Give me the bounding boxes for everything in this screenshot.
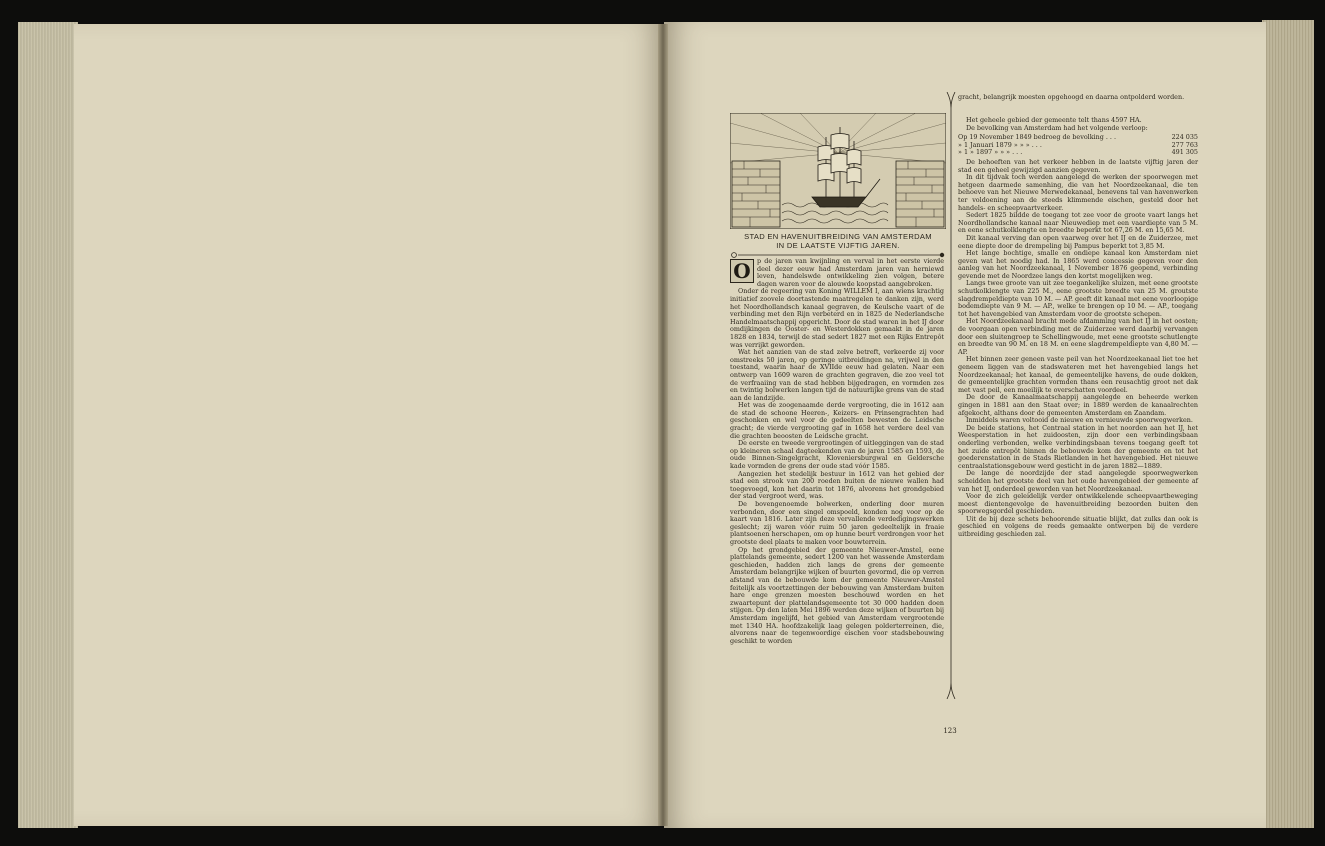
left-text-column bbox=[730, 258, 944, 645]
left-page-blank bbox=[74, 24, 664, 826]
paragraph: Aangezien het stedelijk bestuur in 1612 van het gebied der stad een strook van 200 roeden buiten de nieuwe wallen had toegevoegd, kon het daarin tot 1876, alvorens het grondgebied der stad vergroot werd, was. bbox=[730, 469, 944, 501]
column-divider bbox=[945, 92, 957, 699]
right-top-continuation bbox=[958, 94, 1198, 102]
paragraph: In dit tijdvak toch werden aangelegd de werken der spoorwegen met hetgeen daarmede samenhing, die van het Noordzeekanaal, die ten behoeve van het Nieuwe Merwedekanaal, benevens tal van havenwerken ter voldoening aan de steeds klimmende eischen, gesteld door het handels- en scheepvaartverkeer. bbox=[958, 173, 1198, 212]
paragraph: p de jaren van kwijnling en verval in het eerste vierde deel dezer eeuw had Amsterdam jaren van herniewd leven, handelswde ontwikkeling zien volgen, betere dagen waren voor de alouwde koopstad aangebroken. bbox=[757, 257, 944, 288]
paragraph: Het geheele gebied der gemeente telt thans 4597 HA. bbox=[966, 116, 1142, 124]
table-row bbox=[958, 149, 1198, 157]
paragraph: Het binnen zeer geneen vaste peil van het Noordzeekanaal liet toe het geneem liggen van de stadswateren met het havengebied langs het Noordzeekanaal; het kanaal, de gemeentelijke havens, de oude dokken, de gemeentelijke grachten vormden thans een reusachtig groot net dak met vast peil, een moeilijk te overschatten voordeel. bbox=[958, 355, 1198, 394]
dropcap-letter: O bbox=[733, 259, 751, 283]
paragraph: Het Noordzeekanaal bracht mede afdamming van het IJ in het oosten; de voorgaan open verbinding met de Zuiderzee werd daarbij vervangen door een sluitengroep te Schellingwoude, met eene grootste schutlengte en breedte van 90 M. en 18 M. en eene slagdrempeldiepte van 4,80 M. — AP. bbox=[958, 317, 1198, 356]
paragraph: De eerste en tweede vergrootingen of uitleggingen van de stad op kleineren schaal dagteekenden van de jaren 1585 en 1593, de oude Binnen-Singelgracht, Kloveniersburgwal en Geldersche kade vormden de grens der oude stad vóór 1585. bbox=[730, 439, 944, 471]
paragraph: Onder de regeering van Koning WILLEM I, aan wiens krachtig initiatief zoovele doortastende maatregelen te danken zijn, werd het Noordhollandsch kanaal gegraven, de Keulsche vaart of de verbinding met den Rijn verbeterd en in 1825 de Nederlandsche Handelmaatschappij opgericht. Door de stad waren in het IJ door omdijkingen de Ooster- en Westerdokken gemaakt in de jaren 1828 en 1834, terwijl de stad sedert 1827 met een Rijks Entrepôt was verrijkt geworden. bbox=[730, 287, 944, 349]
right-brick-wall bbox=[896, 161, 944, 227]
paragraph: Langs twee groote van uit zee toegankelijke sluizen, met eene grootste schutkolklengte van 225 M., eene grootste breedte van 25 M. groutste slagdrempeldiepte van 10 M. — AP. geeft dit kanaal met eene voorloopige bodemdiepte van 9 M. — AP., welke te brengen op 10 M. — AP., toegang tot het havengebied van Amsterdam voor de grootste schepen. bbox=[958, 279, 1198, 318]
book-gutter bbox=[658, 24, 668, 826]
paragraph: De behoeften van het verkeer hebben in de laatste vijftig jaren der stad een geheel gewijzigd aanzien gegeven. bbox=[958, 157, 1198, 174]
paragraph: De beide stations, het Centraal station in het noorden aan het IJ, het Weesperstation in het zuidoosten, zijn door een verbindingsbaan onderling verbonden, welke verbindingsbaan tevens toegang geeft tot het zuide entrepôt binnen de bebouwde kom der gemeente en tot het goederenstation in de Stads Rietlanden in het havengebied. Het nieuwe centraalstationsgebouw werd gesticht in de jaren 1882—1889. bbox=[958, 423, 1198, 470]
paragraph: De door de Kanaalmaatschappij aangelegde en beheerde werken gingen in 1881 aan den Staat over; in 1889 werden de kanaalrechten afgekocht, althans door de gemeenten Amsterdam en Zaandam. bbox=[958, 393, 1198, 417]
paragraph: Voor de zich geleidelijk verder ontwikkelende scheepvaartbeweging moest dientengevolge de havenuitbreiding bezoorden buiten den spoorwegsgordel geschieden. bbox=[958, 492, 1198, 516]
title-line-1: STAD EN HAVENUITBREIDING VAN AMSTERDAM bbox=[744, 232, 932, 241]
book-page-edges-left bbox=[18, 22, 78, 828]
paragraph: Uit de bij deze schets behoorende situatie blijkt, dat zulks dan ook is geschied en volgens de reeds gemaakte ontwerpen bij de verdere uitbreiding geschieden zal. bbox=[958, 514, 1198, 539]
row-value: 491 305 bbox=[1171, 148, 1198, 157]
paragraph: Op het grondgebied der gemeente Nieuwer-Amstel, eene plattelands gemeente, sedert 1200 van het wassende Amsterdam geschieden, hadden zich langs de grens der gemeente Amsterdam belangrijke wijken of buurten gevormd, die op verren afstand van de bebouwde kom der gemeente Nieuwer-Amstel feitelijk als voortzettingen der bebouwing van Amsterdam buiten hare enge grenzen moesten beschouwd worden en het zwaartepunt der plattelandsgemeente tot 30 000 hadden doen stijgen. Op den laten Mei 1896 werden deze wijken of buurten bij Amsterdam ingelijfd, het gebied van Amsterdam vergrootende met 1340 HA. hoofdzakelijk laag gelegen polderterreinen, die, alvorens naar de tegenwoordige eischen voor stadsbebouwing geschikt te worden bbox=[730, 545, 944, 645]
paragraph: Inmiddels waren voltooid de nieuwe en vernieuwde spoorwegwerken. bbox=[966, 416, 1193, 425]
row-label: » 1 » 1897 » » » . . . bbox=[958, 148, 1023, 157]
ship-illustration bbox=[730, 113, 946, 229]
article-title bbox=[730, 232, 946, 250]
paragraph: Sedert 1825 bildde de toegang tot zee voor de groote vaart langs het Noordhollandsche kanaal naar Nieuwediep met een vaardiepte van 5 M. en eene schutkolklengte en breedte beperkt tot 67,26 M. en 15,65 M. bbox=[958, 211, 1198, 235]
right-text-column bbox=[958, 117, 1198, 539]
paragraph: Het was de zoogenaamde derde vergrooting, die in 1612 aan de stad de schoone Heeren-, Keizers- en Prinsengrachten had geschonken en wel voor de gedeelten bewesten de Leidsche gracht; de vierde vergrooting gaf in 1658 het verdere deel van die grachten beoosten de Leidsche gracht. bbox=[730, 401, 944, 440]
left-brick-wall bbox=[732, 161, 780, 227]
paragraph: De bovengenoemde bolwerken, onderling door muren verbonden, door een singel omspoeld, konden nog voor op de kaart van 1816. Later zijn deze vervallende verdedigingswerken geslecht; zij waren vóór ruim 50 jaren gedeeltelijk in fraaie plantsoenen herschapen, om op hunne beurt verdrongen voor het grootste deel plaats te maken voor bouwterrein. bbox=[730, 500, 944, 546]
row-label: » 1 Januari 1879 » » » . . . bbox=[958, 140, 1042, 149]
row-label: Op 19 November 1849 bedroeg de bevolking . . . bbox=[958, 133, 1117, 142]
book-page-edges-right bbox=[1262, 20, 1314, 828]
row-value: 277 763 bbox=[1171, 140, 1198, 149]
paragraph: De bevolking van Amsterdam had het volgende verloop: bbox=[966, 123, 1148, 132]
paragraph: Dit kanaal verving dan open vaarweg over het IJ en de Zuiderzee, met eene diepte door de drempeling bij Pampus beperkt tot 3,85 M. bbox=[958, 233, 1198, 250]
paragraph: gracht, belangrijk moesten opgehoogd en daarna ontpolderd worden. bbox=[958, 93, 1185, 101]
paragraph: De lange de noordzijde der stad aangelegde spoorwegwerken scheidden het grootste deel van het oude havengebied der gemeente af van het IJ, onderdeel geworden van het Noordzeekanaal. bbox=[958, 469, 1198, 493]
title-line-2: IN DE LAATSTE VIJFTIG JAREN. bbox=[776, 241, 900, 250]
row-value: 224 035 bbox=[1171, 133, 1198, 142]
paragraph: Het lange bochtige, smalle en ondiepe kanaal kon Amsterdam niet geven wat het noodig had. In 1865 werd concessie gegeven voor den aanleg van het Noordzeekanaal, 1 November 1876 geopend, verbinding gevende met de Noordzee langs den kortst mogelijken weg. bbox=[958, 249, 1198, 280]
page-number: 123 bbox=[943, 727, 957, 735]
population-table bbox=[958, 134, 1198, 157]
dropcap bbox=[730, 259, 754, 283]
paragraph: Wat het aanzien van de stad zelve betreft, verkeerde zij voor omstreeks 50 jaren, op geringe uitbreidingen na, vrijwel in den toestand, waarin haar de XVIIde eeuw had gelaten. Naar een ontwerp van 1609 waren de grachten gegraven, die zoo veel tot de verfraaiing van de stad hebben bijgedragen, en vormden zes en twintig bolwerken langen tijd de natuurlijke grens van de stad aan de landzijde. bbox=[730, 348, 944, 402]
